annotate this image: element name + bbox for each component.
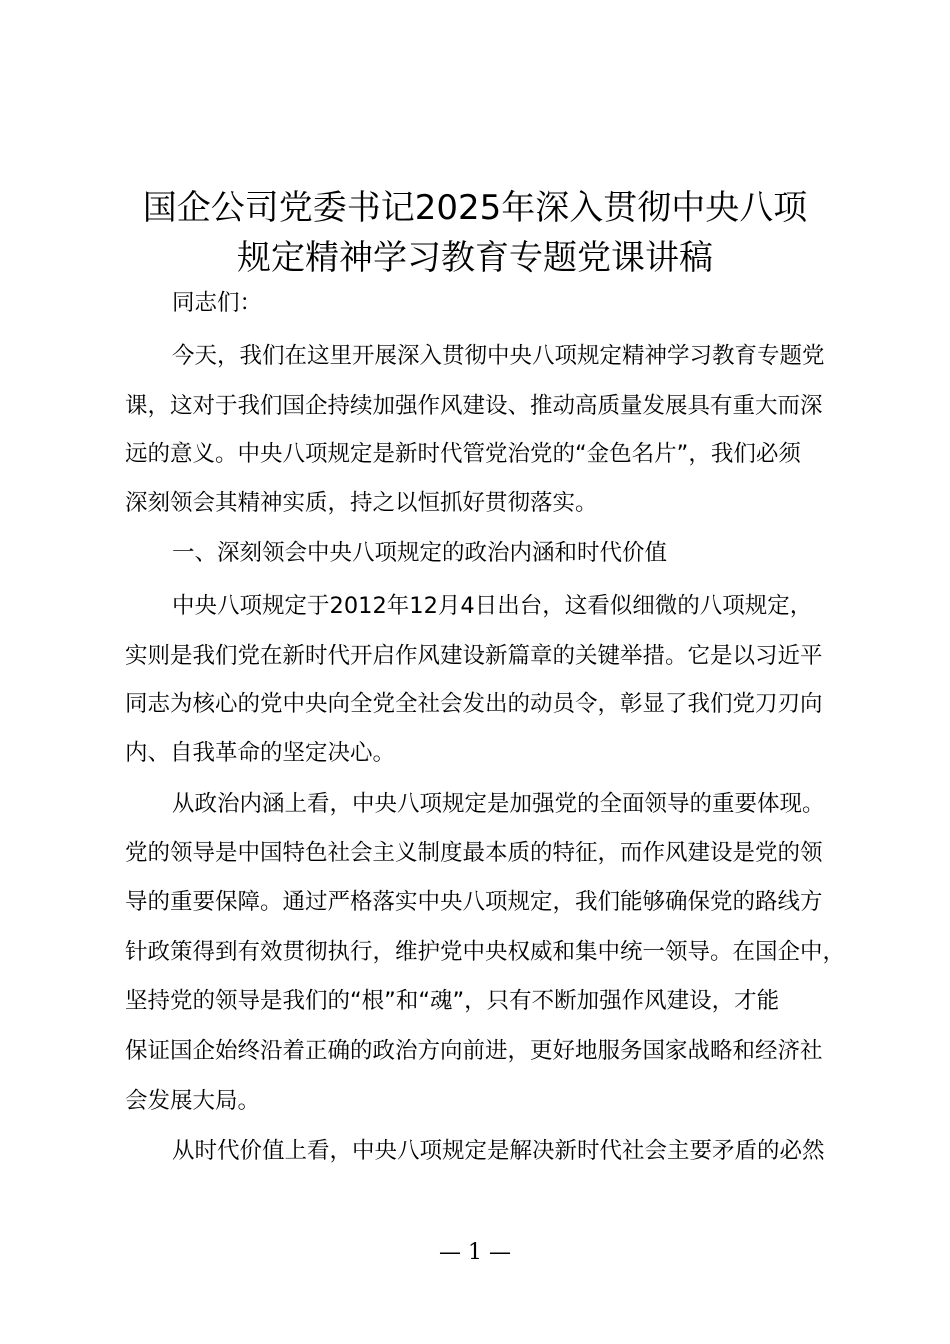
para1-line: 深刻领会其精神实质，持之以恒抓好贯彻落实。 xyxy=(125,490,598,516)
para2-line: 同志为核心的党中央向全党全社会发出的动员令，彰显了我们党刀刃向 xyxy=(125,691,823,717)
document-title-line-1: 国企公司党委书记2025年深入贯彻中央八项 xyxy=(142,188,808,228)
section-heading-1: 一、深刻领会中央八项规定的政治内涵和时代价值 xyxy=(172,540,668,566)
para3-line: 党的领导是中国特色社会主义制度最本质的特征，而作风建设是党的领 xyxy=(125,840,823,866)
para3-line: 保证国企始终沿着正确的政治方向前进，更好地服务国家战略和经济社 xyxy=(125,1038,823,1064)
para3-line: 从政治内涵上看，中央八项规定是加强党的全面领导的重要体现。 xyxy=(172,791,825,817)
document-title-line-2: 规定精神学习教育专题党课讲稿 xyxy=(237,238,713,278)
para3-line: 针政策得到有效贯彻执行，维护党中央权威和集中统一领导。在国企中， xyxy=(125,939,846,965)
para2-line: 实则是我们党在新时代开启作风建设新篇章的关键举措。它是以习近平 xyxy=(125,643,823,669)
greeting: 同志们： xyxy=(172,290,263,316)
para1-line: 今天，我们在这里开展深入贯彻中央八项规定精神学习教育专题党 xyxy=(172,343,825,369)
para3-line: 坚持党的领导是我们的“根”和“魂”，只有不断加强作风建设，才能 xyxy=(125,988,780,1014)
para2-line: 内、自我革命的坚定决心。 xyxy=(125,740,396,766)
para3-line: 会发展大局。 xyxy=(125,1088,261,1114)
para2-line: 中央八项规定于2012年12月4日出台，这看似细微的八项规定， xyxy=(172,593,813,619)
para4-line: 从时代价值上看，中央八项规定是解决新时代社会主要矛盾的必然 xyxy=(172,1138,825,1164)
para1-line: 课，这对于我们国企持续加强作风建设、推动高质量发展具有重大而深 xyxy=(125,393,823,419)
para3-line: 导的重要保障。通过严格落实中央八项规定，我们能够确保党的路线方 xyxy=(125,889,823,915)
page-number: — 1 — xyxy=(439,1240,511,1265)
para1-line: 远的意义。中央八项规定是新时代管党治党的“金色名片”，我们必须 xyxy=(125,441,801,467)
